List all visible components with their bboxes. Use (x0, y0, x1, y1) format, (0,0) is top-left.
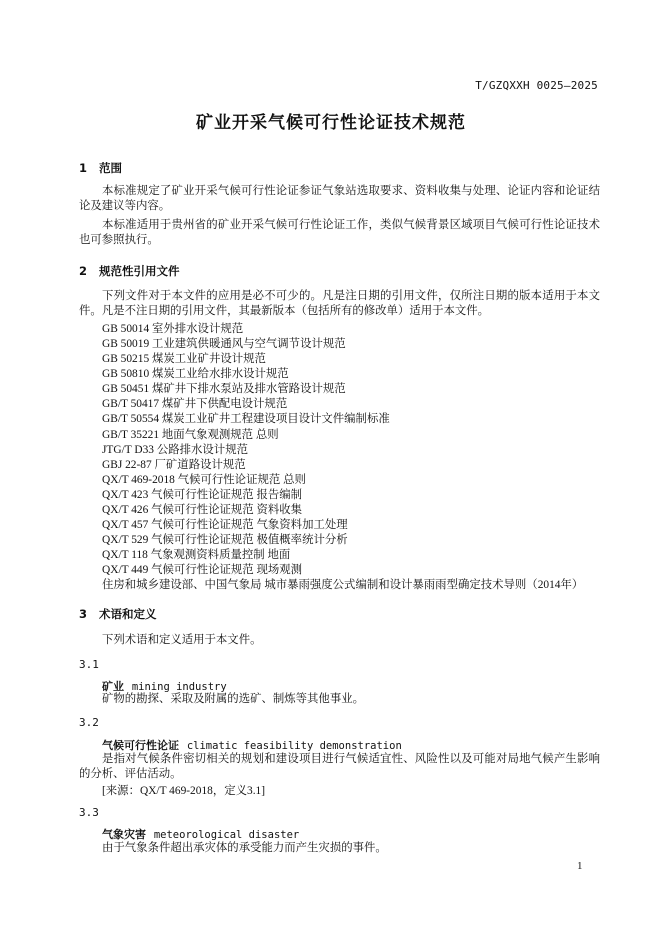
page-number: 1 (577, 860, 583, 872)
reference-item: QX/T 457 气候可行性论证规范 气象资料加工处理 (102, 519, 348, 531)
term-definition: 是指对气候条件密切相关的规划和建设项目进行气候适宜性、风险性以及可能对局地气候产生影响的分析、评估活动。 (79, 753, 600, 780)
references-intro: 下列文件对于本文件的应用是必不可少的。凡是注日期的引用文件，仅所注日期的版本适用于本文件。凡是不注日期的引用文件，其最新版本（包括所有的修改单）适用于本文件。 (79, 290, 600, 317)
section-title: 规范性引用文件 (99, 264, 180, 278)
term-en: meteorological disaster (153, 829, 300, 841)
term-source: [来源：QX/T 469-2018，定义3.1] (102, 785, 266, 797)
reference-item: GB 50019 工业建筑供暖通风与空气调节设计规范 (102, 338, 346, 350)
section-number: 2 (79, 264, 88, 278)
section-title: 范围 (99, 161, 122, 175)
term-zh: 气候可行性论证 (102, 739, 179, 752)
term-en: climatic feasibility demonstration (186, 740, 402, 752)
reference-item: GB 50810 煤炭工业给水排水设计规范 (102, 368, 289, 380)
section-number: 3 (79, 607, 88, 621)
reference-item: QX/T 426 气候可行性论证规范 资料收集 (102, 504, 303, 516)
term-zh: 气象灾害 (102, 828, 146, 841)
scope-paragraph-2: 本标准适用于贵州省的矿业开采气候可行性论证工作，类似气候背景区域项目气候可行性论证技术也可参照执行。 (79, 219, 600, 246)
term-heading (102, 737, 402, 753)
reference-item: QX/T 469-2018 气候可行性论证规范 总则 (102, 474, 306, 486)
reference-item: QX/T 449 气候可行性论证规范 现场观测 (102, 564, 303, 576)
term-heading (102, 826, 299, 842)
section-3-heading (79, 606, 157, 622)
term-en: mining industry (131, 681, 227, 693)
term-number: 3.3 (79, 806, 99, 819)
reference-item: QX/T 529 气候可行性论证规范 极值概率统计分析 (102, 534, 348, 546)
reference-item: QX/T 423 气候可行性论证规范 报告编制 (102, 489, 303, 501)
term-number: 3.2 (79, 716, 99, 729)
reference-item: GBJ 22-87 厂矿道路设计规范 (102, 459, 246, 471)
reference-item: QX/T 118 气象观测资料质量控制 地面 (102, 549, 291, 561)
section-title: 术语和定义 (99, 607, 157, 621)
reference-item: GB 50451 煤矿井下排水泵站及排水管路设计规范 (102, 383, 346, 395)
term-definition: 由于气象条件超出承灾体的承受能力而产生灾损的事件。 (102, 842, 387, 854)
reference-item: JTG/T D33 公路排水设计规范 (102, 444, 248, 456)
reference-item: GB/T 50417 煤矿井下供配电设计规范 (102, 398, 288, 410)
section-number: 1 (79, 161, 88, 175)
scope-paragraph-1: 本标准规定了矿业开采气候可行性论证参证气象站选取要求、资料收集与处理、论证内容和论证结论及建议等内容。 (79, 185, 600, 212)
document-title: 矿业开采气候可行性论证技术规范 (196, 113, 466, 133)
standard-number: T/GZQXXH 0025—2025 (475, 79, 598, 92)
term-number: 3.1 (79, 658, 99, 671)
reference-item: 住房和城乡建设部、中国气象局 城市暴雨强度公式编制和设计暴雨雨型确定技术导则（2014年） (102, 579, 584, 591)
section-2-heading (79, 263, 180, 279)
reference-item: GB/T 35221 地面气象观测规范 总则 (102, 429, 279, 441)
term-definition: 矿物的勘探、采取及附属的选矿、制炼等其他事业。 (102, 693, 364, 705)
section-1-heading (79, 160, 122, 176)
reference-item: GB 50014 室外排水设计规范 (102, 323, 244, 335)
term-zh: 矿业 (102, 680, 124, 693)
terms-intro: 下列术语和定义适用于本文件。 (102, 634, 262, 646)
reference-item: GB 50215 煤炭工业矿井设计规范 (102, 353, 266, 365)
reference-item: GB/T 50554 煤炭工业矿井工程建设项目设计文件编制标准 (102, 413, 390, 425)
